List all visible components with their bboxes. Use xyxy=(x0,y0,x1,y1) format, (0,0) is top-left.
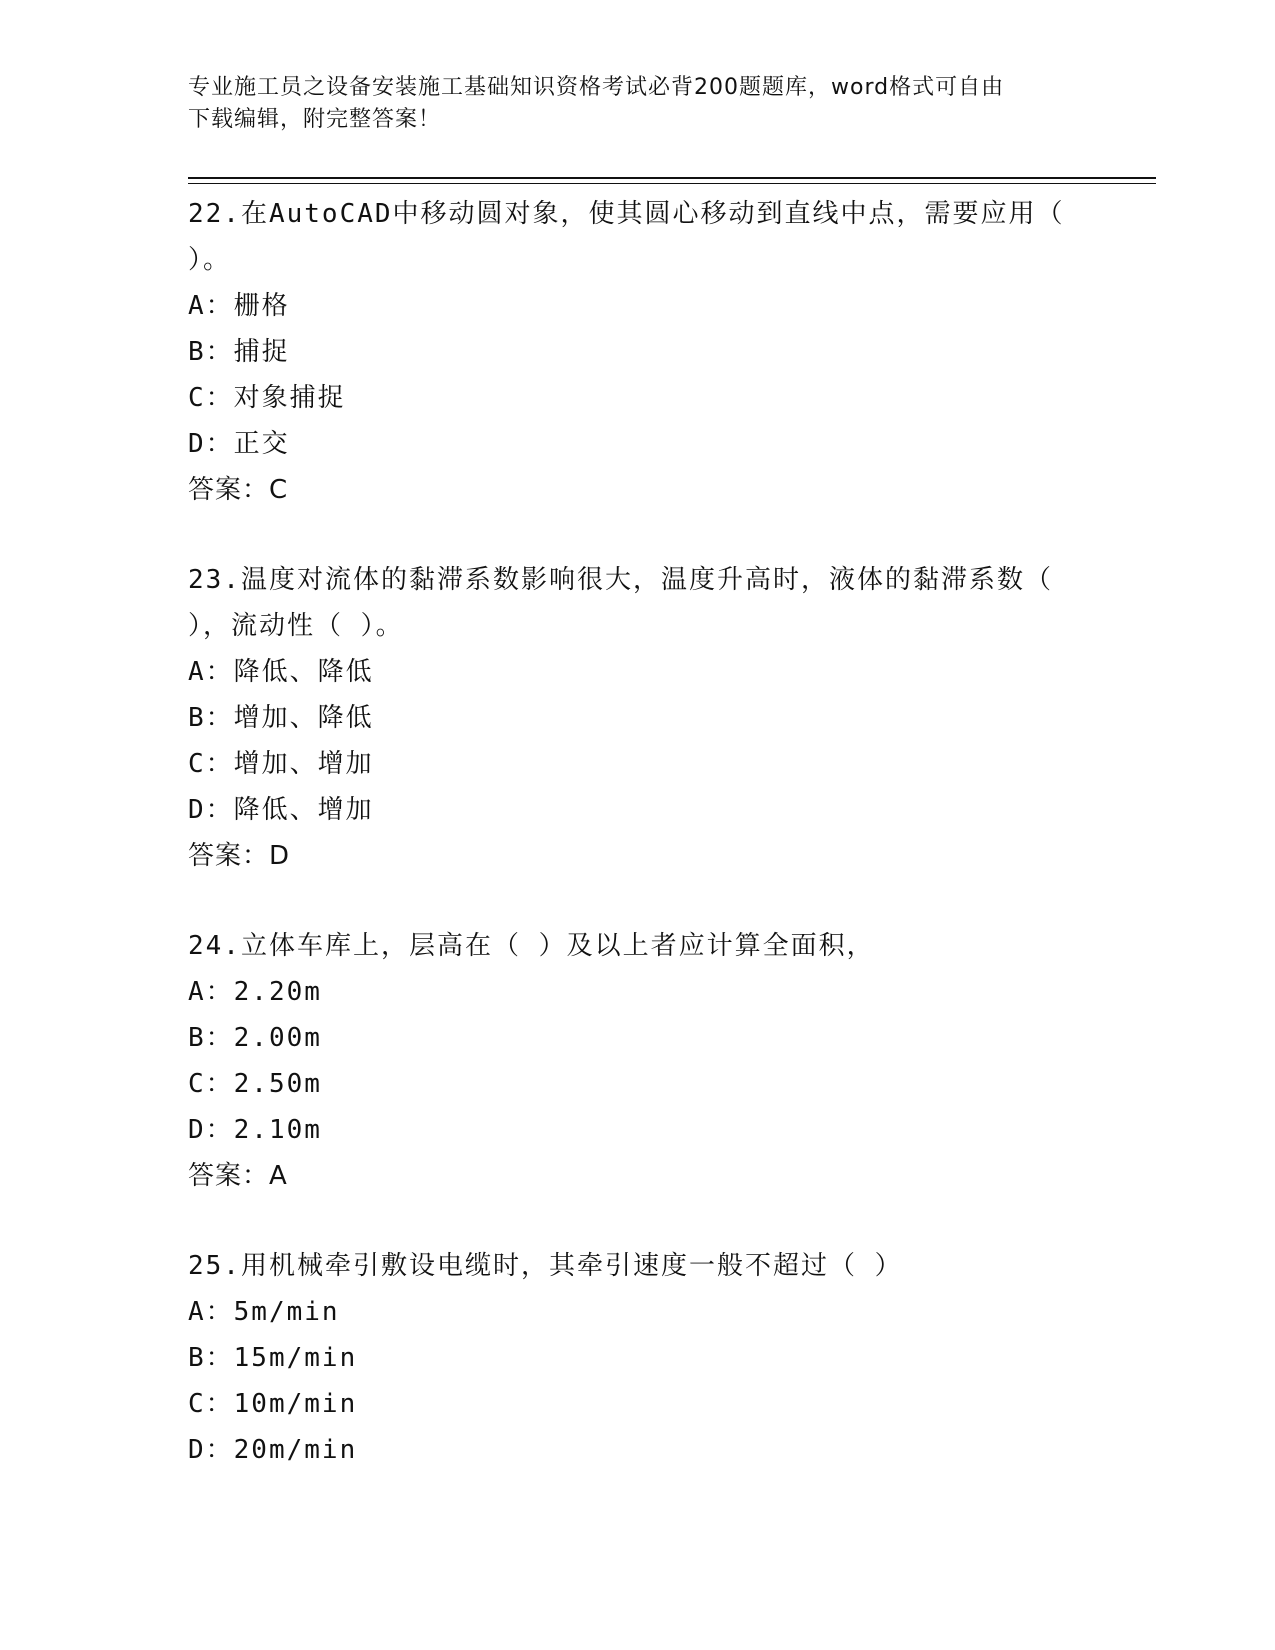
question-25 xyxy=(188,1243,1088,1473)
option-c: C：对象捕捉 xyxy=(188,383,346,413)
option-b: B：2.00m xyxy=(188,1023,322,1053)
option-b: B：15m/min xyxy=(188,1343,358,1373)
header-line-2: 下载编辑，附完整答案！ xyxy=(188,107,442,132)
option-b: B：捕捉 xyxy=(188,337,290,367)
answer: 答案：D xyxy=(188,841,291,871)
option-b: B：增加、降低 xyxy=(188,703,374,733)
question-list xyxy=(188,191,1088,1473)
question-22 xyxy=(188,191,1088,513)
question-stem: 22.在AutoCAD中移动圆对象，使其圆心移动到直线中点，需要应用（ xyxy=(188,199,1065,229)
answer: 答案：C xyxy=(188,475,289,505)
question-24 xyxy=(188,923,1088,1199)
question-stem: 23.温度对流体的黏滞系数影响很大，温度升高时，液体的黏滞系数（ xyxy=(188,565,1053,595)
option-d: D：2.10m xyxy=(188,1115,322,1145)
document-header xyxy=(188,72,1088,136)
option-d: D：降低、增加 xyxy=(188,795,374,825)
question-23 xyxy=(188,557,1088,879)
option-a: A：2.20m xyxy=(188,977,322,1007)
option-d: D：20m/min xyxy=(188,1435,358,1465)
option-a: A：5m/min xyxy=(188,1297,340,1327)
option-c: C：增加、增加 xyxy=(188,749,374,779)
header-line-1: 专业施工员之设备安装施工基础知识资格考试必背200题题库，word格式可自由 xyxy=(188,75,1005,100)
header-divider-thick xyxy=(188,177,1156,179)
question-stem: 25.用机械牵引敷设电缆时，其牵引速度一般不超过（ ） xyxy=(188,1251,903,1281)
question-stem-continued: ），流动性（ ）。 xyxy=(188,611,404,641)
answer: 答案：A xyxy=(188,1161,288,1191)
option-d: D：正交 xyxy=(188,429,290,459)
question-stem: 24.立体车库上，层高在（ ）及以上者应计算全面积， xyxy=(188,931,875,961)
option-c: C：2.50m xyxy=(188,1069,322,1099)
question-stem-continued: ）。 xyxy=(188,245,232,275)
option-a: A：栅格 xyxy=(188,291,290,321)
option-a: A：降低、降低 xyxy=(188,657,374,687)
header-divider-thin xyxy=(188,183,1156,184)
option-c: C：10m/min xyxy=(188,1389,358,1419)
